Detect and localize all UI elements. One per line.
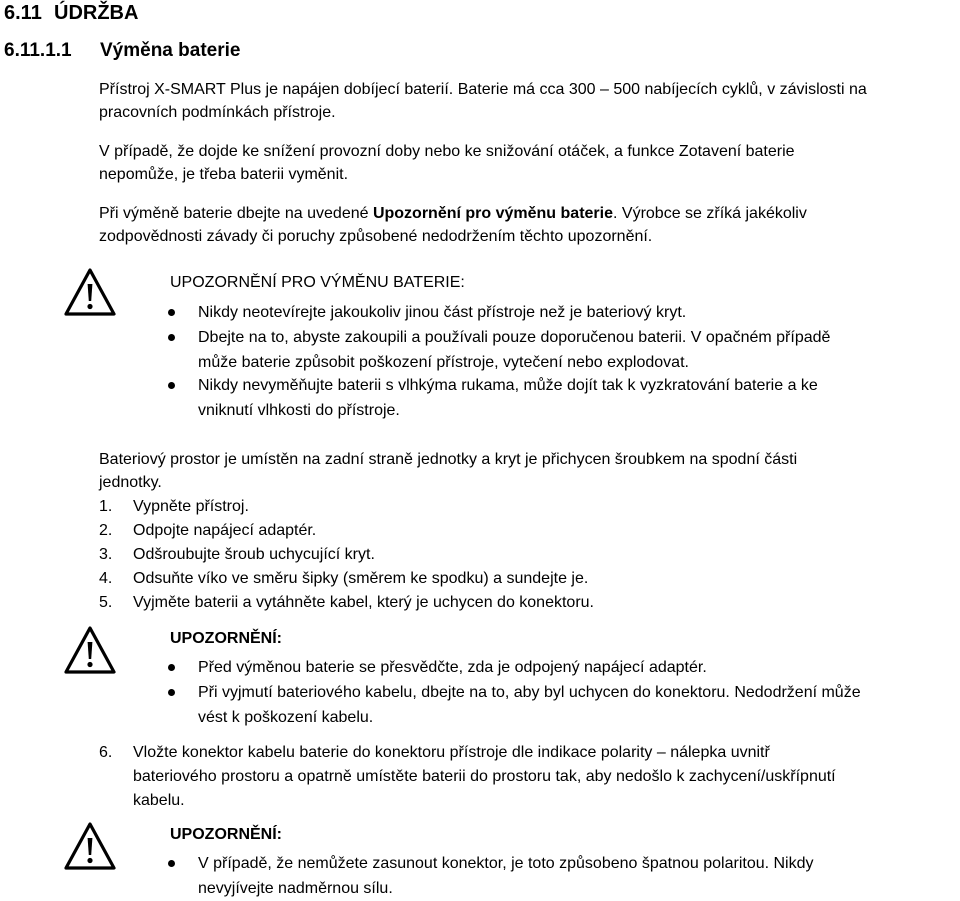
intro-p2-line2: nepomůže, je třeba baterii vyměnit.	[99, 166, 349, 183]
step-number: 3.	[99, 546, 113, 563]
intro-paragraph-1	[99, 78, 867, 124]
steps-list	[99, 495, 594, 615]
step-text: Odšroubujte šroub uchycující kryt.	[133, 546, 375, 563]
list-item	[99, 495, 594, 519]
step6-line2: bateriového prostoru a opatrně umístěte baterii do prostoru tak, aby nedošlo k zachycení/uskřípnutí	[133, 768, 836, 785]
warning1-bullet-3	[198, 373, 818, 423]
intro-p3-pre: Při výměně baterie dbejte na uvedené	[99, 205, 373, 222]
warning2-title: UPOZORNĚNÍ:	[170, 630, 282, 647]
warning-triangle-icon	[63, 267, 117, 317]
step-text: Odsuňte víko ve směru šipky (směrem ke spodku) a sundejte je.	[133, 570, 589, 587]
warning3-b1-line2: nevyjívejte nadměrnou sílu.	[198, 880, 393, 897]
section-title: ÚDRŽBA	[54, 2, 139, 24]
warning3-bullet-1	[198, 851, 814, 901]
warning2-bullet-2	[198, 680, 861, 730]
step-number: 1.	[99, 498, 113, 515]
list-item	[99, 519, 594, 543]
warning1-b3-line2: vniknutí vlhkosti do přístroje.	[198, 402, 400, 419]
warning2-b2-line2: vést k poškození kabelu.	[198, 709, 374, 726]
step-number: 4.	[99, 570, 113, 587]
step6-line1: Vložte konektor kabelu baterie do konektoru přístroje dle indikace polarity – nálepka uvnitř	[133, 744, 770, 761]
warning1-bullet-1: Nikdy neotevírejte jakoukoliv jinou část přístroje než je bateriový kryt.	[198, 304, 687, 321]
step-text: Vypněte přístroj.	[133, 498, 249, 515]
intro-p3-line1	[99, 202, 807, 225]
list-item	[99, 543, 594, 567]
bullet-dot	[168, 689, 175, 696]
intro-p1-line2: pracovních podmínkách přístroje.	[99, 104, 336, 121]
warning1-b2-line2: může baterie způsobit poškození přístroje, vytečení nebo explodovat.	[198, 354, 689, 371]
intro-p3-bold: Upozornění pro výměnu baterie	[372, 205, 613, 222]
intro-p3-post: . Výrobce se zříká jakékoliv	[613, 205, 807, 222]
location-line2: jednotky.	[99, 474, 162, 491]
intro-p3-line2: zodpovědnosti závady či poruchy způsobené nedodržením těchto upozornění.	[99, 228, 653, 245]
warning1-bullet-2	[198, 325, 830, 375]
step6-line3: kabelu.	[133, 792, 185, 809]
step-number: 2.	[99, 522, 113, 539]
warning1-b2-line1: Dbejte na to, abyste zakoupili a používali pouze doporučenou baterii. V opačném případě	[198, 329, 831, 346]
list-item	[99, 567, 594, 591]
bullet-dot	[168, 664, 175, 671]
intro-paragraph-2	[99, 140, 795, 186]
intro-paragraph-3	[99, 202, 807, 248]
step-number: 5.	[99, 594, 113, 611]
location-line1: Bateriový prostor je umístěn na zadní straně jednotky a kryt je přichycen šroubkem na spodní části	[99, 451, 798, 468]
bullet-dot	[168, 309, 175, 316]
warning-triangle-icon	[63, 625, 117, 675]
list-item	[99, 591, 594, 615]
warning3-b1-line1: V případě, že nemůžete zasunout konektor, je toto způsobeno špatnou polaritou. Nikdy	[198, 855, 814, 872]
bullet-dot	[168, 382, 175, 389]
location-paragraph	[99, 448, 797, 494]
step-text: Odpojte napájecí adaptér.	[133, 522, 317, 539]
subsection-heading	[4, 40, 240, 62]
step-number: 6.	[99, 744, 113, 761]
warning2-b2-line1: Při vyjmutí bateriového kabelu, dbejte na to, aby byl uchycen do konektoru. Nedodržení může	[198, 684, 861, 701]
warning1-title: UPOZORNĚNÍ PRO VÝMĚNU BATERIE:	[170, 274, 465, 291]
bullet-dot	[168, 334, 175, 341]
warning-triangle-icon	[63, 821, 117, 871]
subsection-title: Výměna baterie	[100, 40, 241, 61]
intro-p2-line1: V případě, že dojde ke snížení provozní doby nebo ke snižování otáček, a funkce Zotavení baterie	[99, 143, 795, 160]
step-text: Vyjměte baterii a vytáhněte kabel, který je uchycen do konektoru.	[133, 594, 594, 611]
intro-p1-line1: Přístroj X-SMART Plus je napájen dobíjecí baterií. Baterie má cca 300 – 500 nabíjecích cyklů, v závislosti na	[99, 81, 867, 98]
bullet-dot	[168, 860, 175, 867]
warning1-b3-line1: Nikdy nevyměňujte baterii s vlhkýma rukama, může dojít tak k vyzkratování baterie a ke	[198, 377, 818, 394]
section-heading	[4, 2, 138, 25]
warning3-title: UPOZORNĚNÍ:	[170, 826, 282, 843]
step-6	[99, 741, 836, 813]
section-number: 6.11	[4, 2, 42, 24]
subsection-number: 6.11.1.1	[4, 40, 72, 61]
warning2-bullet-1: Před výměnou baterie se přesvědčte, zda je odpojený napájecí adaptér.	[198, 659, 707, 676]
